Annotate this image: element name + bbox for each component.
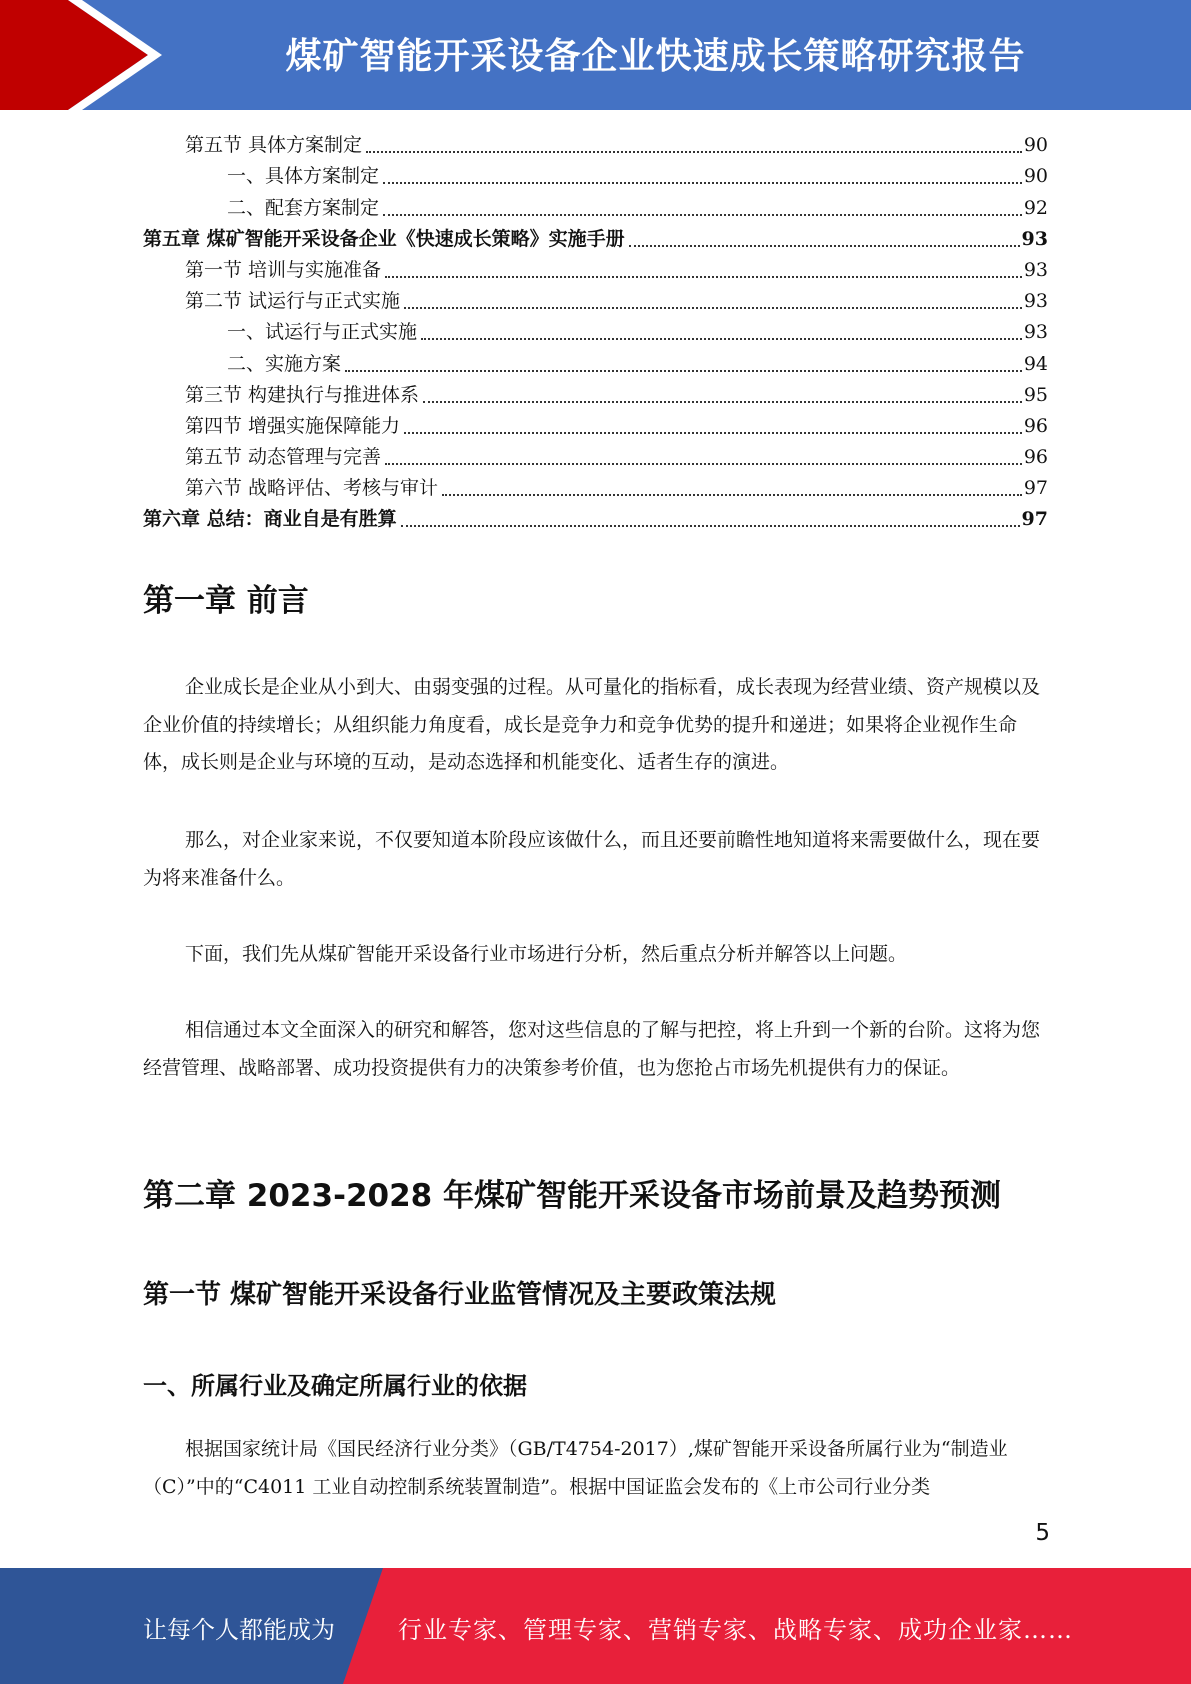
- toc-entry-label: 第五节 具体方案制定: [185, 134, 363, 157]
- toc-entry-page: 90: [1023, 165, 1048, 188]
- toc-entry[interactable]: [143, 411, 1048, 442]
- chapter1-title: 第一章 前言: [143, 583, 309, 619]
- chapter1-paragraph: 相信通过本文全面深入的研究和解答，您对这些信息的了解与把控，将上升到一个新的台阶。这将为您经营管理、战略部署、成功投资提供有力的决策参考价值，也为您抢占市场先机提供有力的保证。: [143, 1019, 1041, 1079]
- toc-entry-label: 一、具体方案制定: [227, 165, 380, 188]
- section-title: 第一节 煤矿智能开采设备行业监管情况及主要政策法规: [143, 1280, 777, 1310]
- chapter1-paragraph: 下面，我们先从煤矿智能开采设备行业市场进行分析，然后重点分析并解答以上问题。: [185, 943, 908, 965]
- toc-leader-dots: [442, 494, 1022, 496]
- toc-entry[interactable]: [143, 255, 1048, 286]
- toc-entry-label: 二、实施方案: [227, 352, 342, 375]
- subsection-title: 一、所属行业及确定所属行业的依据: [143, 1372, 527, 1400]
- toc-entry-page: 92: [1023, 196, 1048, 219]
- page-footer: [0, 1568, 1191, 1684]
- toc-entry-page: 94: [1023, 352, 1048, 375]
- chapter1-paragraph: 那么，对企业家来说，不仅要知道本阶段应该做什么，而且还要前瞻性地知道将来需要做什么，现在要为将来准备什么。: [143, 829, 1041, 889]
- toc-entry[interactable]: [143, 348, 1048, 379]
- toc-entry[interactable]: [143, 380, 1048, 411]
- toc-entry-label: 二、配套方案制定: [227, 196, 380, 219]
- toc-leader-dots: [423, 401, 1022, 403]
- toc-leader-dots: [385, 276, 1022, 278]
- toc-leader-dots: [629, 245, 1020, 247]
- toc-entry[interactable]: [143, 442, 1048, 473]
- table-of-contents: [143, 130, 1048, 535]
- chapter2-title: 第二章 2023-2028 年煤矿智能开采设备市场前景及趋势预测: [143, 1178, 1002, 1214]
- toc-leader-dots: [385, 463, 1022, 465]
- toc-entry-page: 97: [1021, 508, 1048, 531]
- toc-entry-page: 90: [1023, 134, 1048, 157]
- toc-entry-chapter[interactable]: [143, 224, 1048, 255]
- toc-entry-chapter[interactable]: [143, 504, 1048, 535]
- chapter2-paragraph: 根据国家统计局《国民经济行业分类》（GB/T4754-2017）,煤矿智能开采设备所属行业为“制造业（C）”中的“C4011 工业自动控制系统装置制造”。根据中国证监会发布的《上市公司行业分类: [143, 1438, 1008, 1498]
- header-title: 煤矿智能开采设备企业快速成长策略研究报告: [285, 36, 1026, 77]
- footer-slogan-left: 让每个人都能成为: [143, 1616, 335, 1644]
- toc-entry-label: 第一节 培训与实施准备: [185, 258, 382, 281]
- toc-entry-page: 93: [1023, 321, 1048, 344]
- toc-entry[interactable]: [143, 192, 1048, 223]
- toc-entry-label: 第三节 构建执行与推进体系: [185, 383, 420, 406]
- toc-entry[interactable]: [143, 130, 1048, 161]
- toc-leader-dots: [383, 182, 1022, 184]
- toc-entry-page: 96: [1023, 414, 1048, 437]
- toc-entry-label: 第六章 总结：商业自是有胜算: [143, 508, 397, 531]
- footer-slogan-right: 行业专家、管理专家、营销专家、战略专家、成功企业家……: [398, 1616, 1073, 1644]
- toc-leader-dots: [404, 307, 1022, 309]
- toc-entry[interactable]: [143, 161, 1048, 192]
- toc-entry-label: 第五节 动态管理与完善: [185, 446, 382, 469]
- toc-leader-dots: [383, 214, 1022, 216]
- toc-entry-label: 一、试运行与正式实施: [227, 321, 418, 344]
- toc-leader-dots: [345, 370, 1022, 372]
- toc-leader-dots: [366, 151, 1022, 153]
- toc-entry-page: 93: [1021, 227, 1048, 250]
- toc-entry-label: 第二节 试运行与正式实施: [185, 290, 401, 313]
- toc-entry[interactable]: [143, 286, 1048, 317]
- toc-entry-page: 93: [1023, 290, 1048, 313]
- page-header: [0, 0, 1191, 110]
- page-number: 5: [1035, 1520, 1050, 1546]
- toc-leader-dots: [421, 338, 1022, 340]
- toc-entry-page: 95: [1023, 383, 1048, 406]
- toc-entry[interactable]: [143, 473, 1048, 504]
- toc-entry-label: 第六节 战略评估、考核与审计: [185, 477, 439, 500]
- toc-entry-page: 93: [1023, 258, 1048, 281]
- toc-leader-dots: [401, 525, 1020, 527]
- toc-entry-page: 96: [1023, 446, 1048, 469]
- toc-entry-label: 第四节 增强实施保障能力: [185, 414, 401, 437]
- toc-entry[interactable]: [143, 317, 1048, 348]
- toc-entry-page: 97: [1023, 477, 1048, 500]
- toc-leader-dots: [404, 432, 1022, 434]
- chapter1-paragraph: 企业成长是企业从小到大、由弱变强的过程。从可量化的指标看，成长表现为经营业绩、资产规模以及企业价值的持续增长；从组织能力角度看，成长是竞争力和竞争优势的提升和递进；如果将企业视作生命体，成长则是企业与环境的互动，是动态选择和机能变化、适者生存的演进。: [143, 676, 1041, 773]
- toc-entry-label: 第五章 煤矿智能开采设备企业《快速成长策略》实施手册: [143, 227, 625, 250]
